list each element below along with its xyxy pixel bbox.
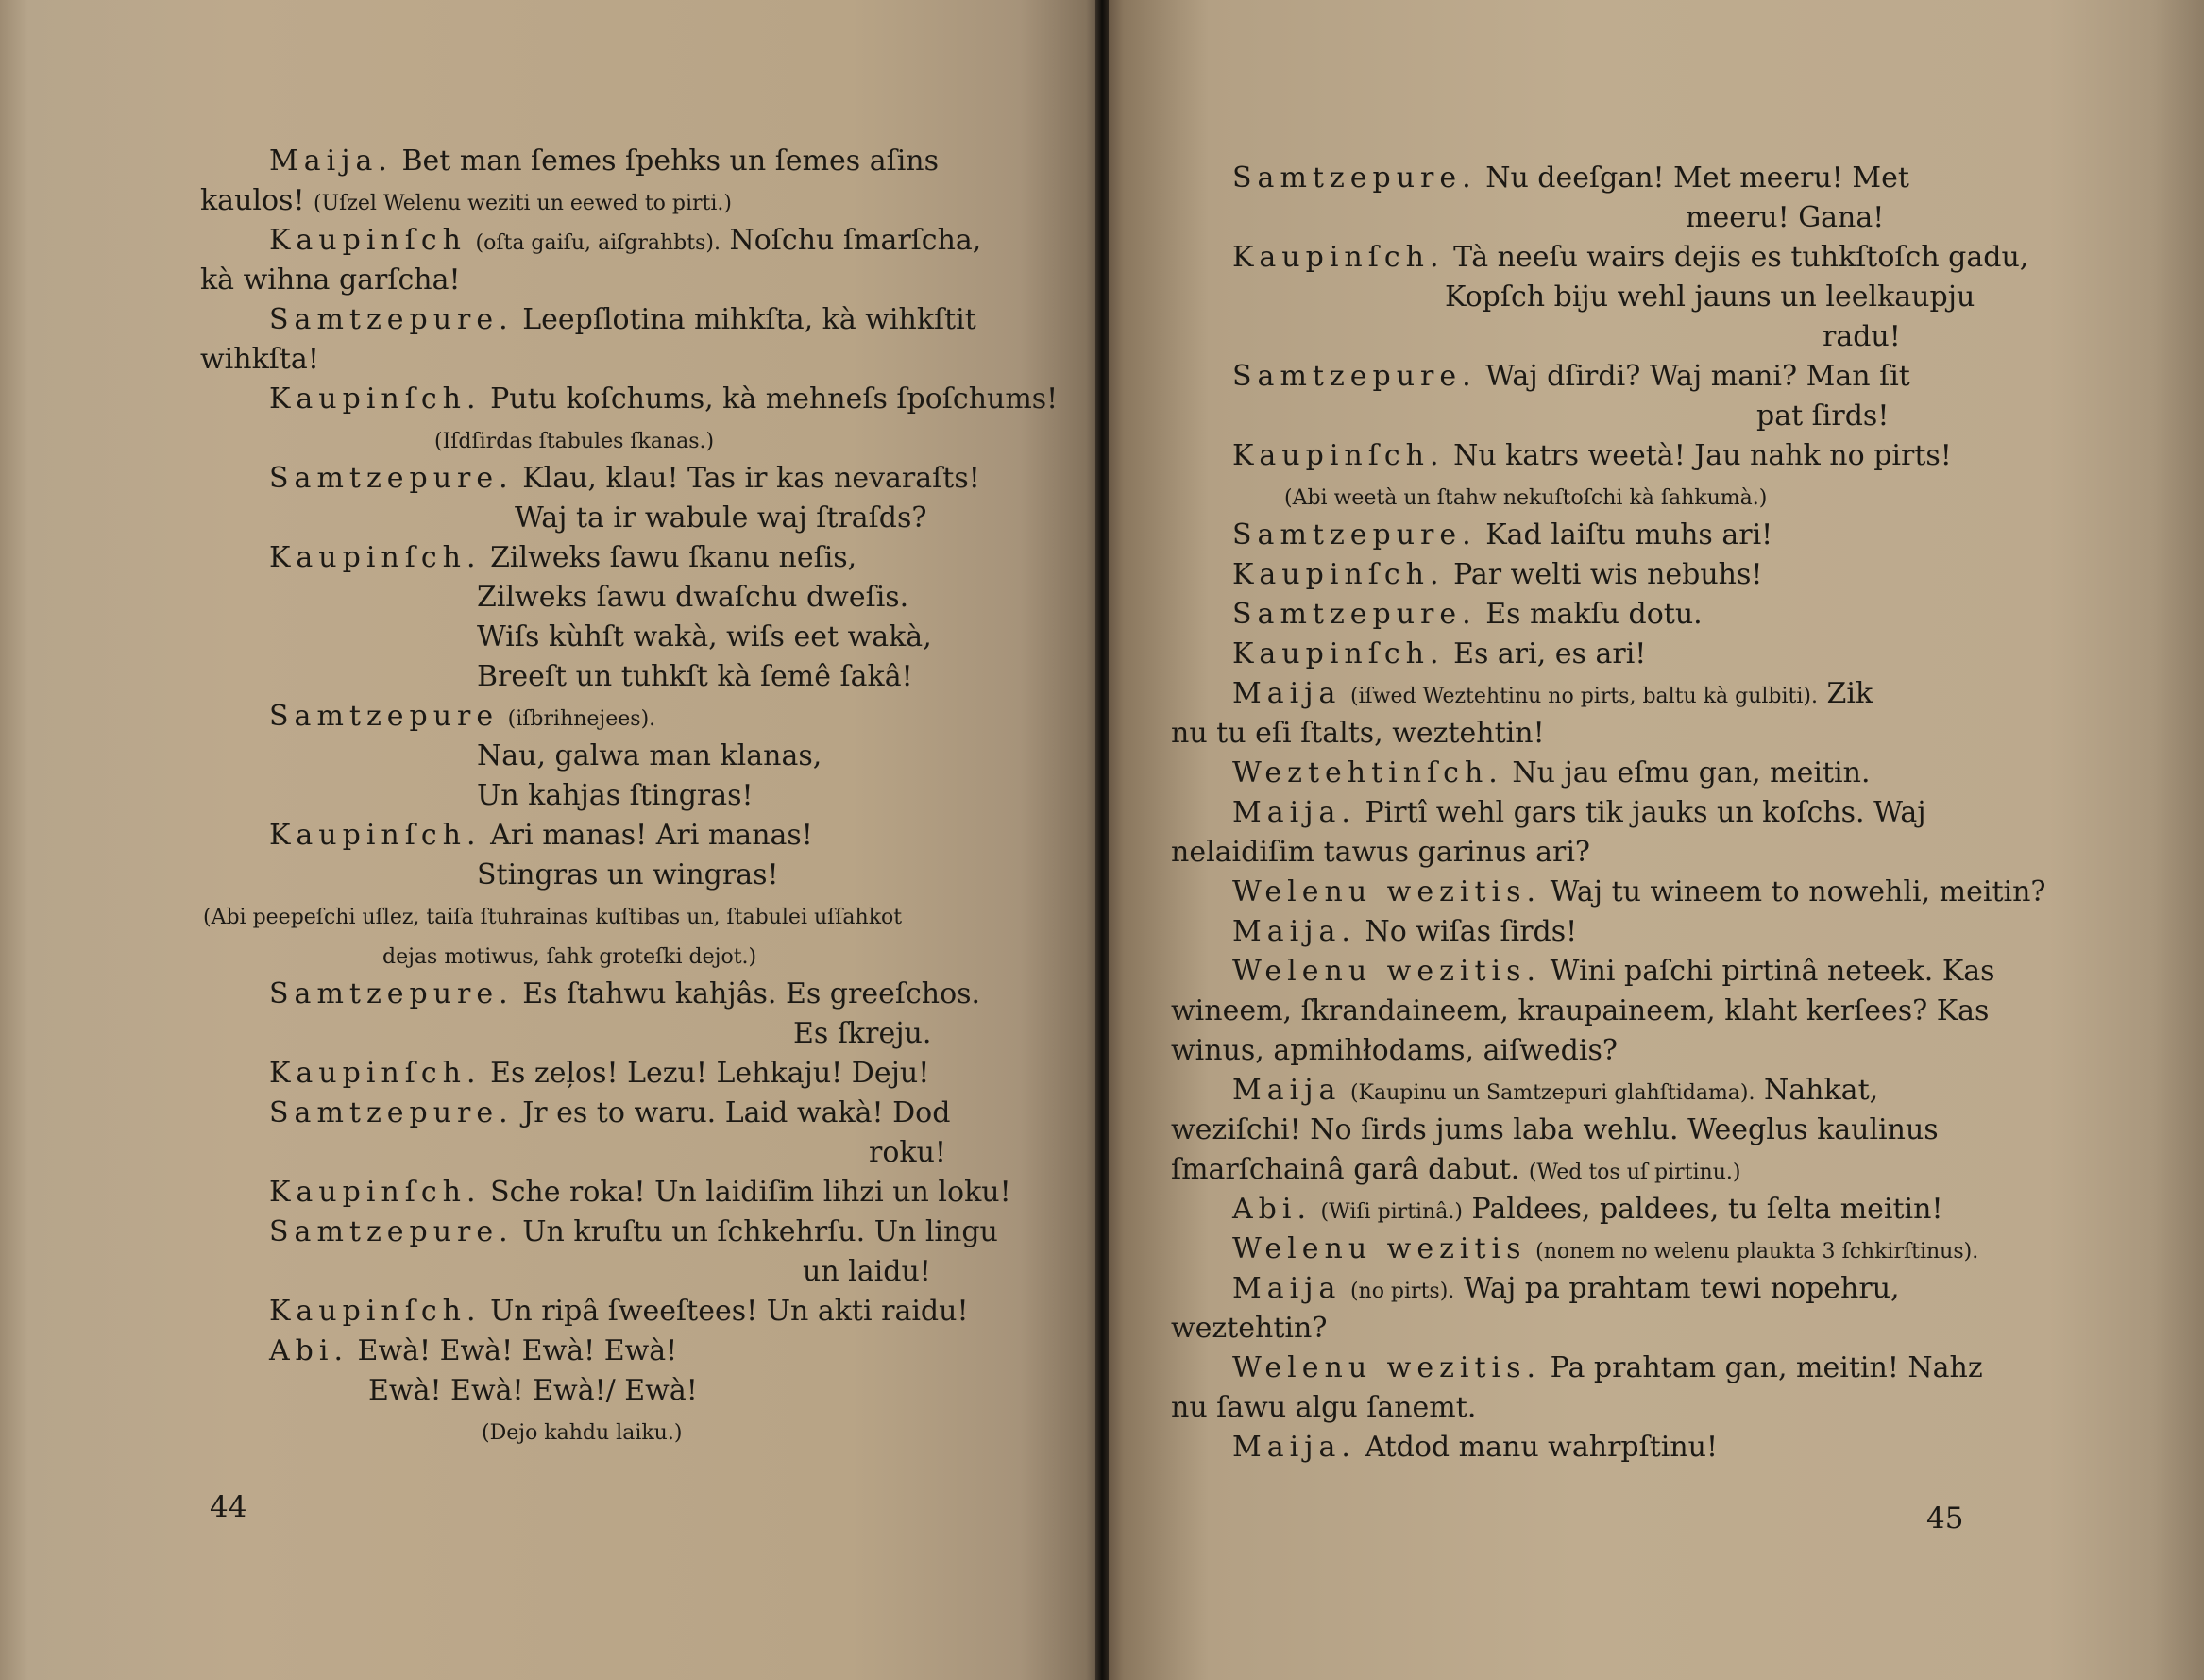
dialogue-text: pat ſirds! [1756,399,1890,433]
dialogue-text: Zilweks ſawu ſkanu neſis, [490,541,857,574]
stage-direction: (nonem no welenu plaukta 3 ſchkirſtinus). [1535,1240,1979,1264]
dialogue-text: Nu deeſgan! Met meeru! Met [1485,161,1909,195]
speaker-name: Samtzepure. [1232,598,1477,631]
stage-direction: (iſwed Weztehtinu no pirts, baltu kà gulbiti). [1349,685,1818,708]
text-line [0,714,2046,754]
dialogue-text: nu ſawu algu ſanemt. [1171,1391,1477,1424]
text-line [0,1111,2046,1150]
text-line [0,1031,2046,1071]
speaker-name: Weztehtinſch. [1232,756,1503,789]
dialogue-text: Klau, klau! Tas ir kas nevaraſts! [522,462,980,495]
text-line [0,436,2046,476]
dialogue-text: wineem, ſkrandaineem, kraupaineem, klaht kerſees? Kas [1171,994,1990,1027]
speaker-name: Samtzepure. [269,1096,514,1129]
stage-direction: (Abi weetà un ſtahw nekuſtoſchi kà ſahkumà.) [1284,486,1768,510]
text-line [0,516,2046,555]
page-number-right: 45 [1926,1502,1964,1536]
speaker-name: Maija. [1232,1431,1356,1464]
dialogue-text: Pa prahtam gan, meitin! Nahz [1550,1351,1983,1384]
dialogue-text: nu tu eſi ſtalts, weztehtin! [1171,717,1545,750]
stage-direction: (Kaupinu un Samtzepuri glahſtidama). [1349,1081,1755,1105]
dialogue-text: Kopſch biju wehl jauns un leelkaupju [1445,280,1975,314]
stage-direction: (Abi peepeſchi uſlez, taiſa ſtuhrainas kuſtibas un, ſtabulei uſſahkot [203,906,903,929]
text-line [0,833,2046,873]
dialogue-text: Ari manas! Ari manas! [490,819,813,852]
dialogue-text: Leepſlotina mihkſta, kà wihkſtit [522,303,976,336]
speaker-name: Kaupinſch [269,224,466,257]
dialogue-text: Zik [1826,677,1873,710]
speaker-name: Maija. [1232,796,1356,829]
speaker-name: Abi. [1232,1193,1312,1226]
text-line [0,198,2046,238]
dialogue-text: Atdod manu wahrpſtinu! [1365,1431,1719,1464]
stage-direction: (Uſzel Welenu weziti un eewed to pirti.) [314,192,732,215]
dialogue-text: Jr es to waru. Laid wakà! Dod [522,1096,951,1129]
text-line [0,595,2046,635]
text-line [0,793,2046,833]
speaker-name: Maija [1232,1272,1342,1305]
dialogue-text: Putu koſchums, kà mehneſs ſpoſchums! [490,382,1059,416]
dialogue-text: Ewà! Ewà! Ewà!/ Ewà! [368,1374,698,1407]
stage-direction: (Wiſi pirtinâ.) [1320,1200,1463,1224]
dialogue-text: ſmarſchainâ garâ dabut. [1171,1153,1520,1186]
dialogue-text: meeru! Gana! [1686,201,1885,234]
dialogue-text: Es ſkreju. [793,1017,932,1050]
text-line [0,873,2046,912]
speaker-name: Samtzepure. [1232,518,1477,552]
text-line [0,912,2046,952]
dialogue-text: Zilweks ſawu dwaſchu dweſis. [477,581,909,614]
speaker-name: Kaupinſch. [269,1295,482,1328]
page-number-left: 44 [210,1490,247,1524]
speaker-name: Kaupinſch. [269,819,482,852]
text-line [0,1269,2046,1309]
dialogue-text: Bet man ſemes ſpehks un ſemes aſins [401,144,940,178]
text-line [0,278,2046,317]
speaker-name: Maija. [269,144,393,178]
dialogue-text: nelaidiſim tawus garinus ari? [1171,836,1591,869]
text-line [0,476,2046,516]
stage-direction: (Iſdſirdas ſtabules ſkanas.) [434,430,715,453]
dialogue-text: Nu jau eſmu gan, meitin. [1512,756,1871,789]
speaker-name: Welenu wezitis. [1232,955,1542,988]
dialogue-text: Pirtî wehl gars tik jauks un koſchs. Waj [1365,796,1926,829]
speaker-name: Samtzepure. [269,977,514,1010]
speaker-name: Maija [1232,677,1342,710]
speaker-name: Kaupinſch. [1232,439,1445,472]
speaker-name: Samtzepure. [269,462,514,495]
dialogue-text: Noſchu ſmarſcha, [729,224,982,257]
stage-direction: (iſbrihnejees). [507,707,656,731]
dialogue-text: Es makſu dotu. [1485,598,1703,631]
dialogue-text: winus, apmihłodams, aiſwedis? [1171,1034,1618,1067]
dialogue-text: No wiſas ſirds! [1365,915,1578,948]
speaker-name: Kaupinſch. [1232,558,1445,591]
text-line [0,159,2046,198]
dialogue-text: Nahkat, [1764,1074,1879,1107]
dialogue-text: Es ari, es ari! [1453,637,1647,670]
stage-direction: (no pirts). [1349,1280,1455,1303]
dialogue-text: weztehtin? [1171,1312,1328,1345]
dialogue-text: Waj tu wineem to nowehli, meitin? [1550,875,2046,908]
dialogue-text: Un kahjas ſtingras! [477,779,754,812]
stage-direction: (Wed tos uſ pirtinu.) [1528,1161,1741,1184]
text-line [0,317,2046,357]
dialogue-text: Wiſs kùhſt wakà, wiſs eet wakà, [477,620,932,653]
text-line [0,397,2046,436]
right-page-text [0,159,2046,1468]
dialogue-text: Tà neeſu wairs dejis es tuhkſtoſch gadu, [1453,241,2029,274]
speaker-name: Samtzepure [269,700,500,733]
text-line [0,952,2046,992]
text-line [0,754,2046,793]
speaker-name: Samtzepure. [1232,360,1477,393]
speaker-name: Kaupinſch. [1232,637,1445,670]
text-line [0,238,2046,278]
speaker-name: Maija [1232,1074,1342,1107]
speaker-name: Samtzepure. [269,1215,514,1248]
speaker-name: Kaupinſch. [1232,241,1445,274]
dialogue-text: Es ſtahwu kahjâs. Es greeſchos. [522,977,981,1010]
text-line [0,357,2046,397]
speaker-name: Maija. [1232,915,1356,948]
text-line [0,1071,2046,1111]
dialogue-text: Stingras un wingras! [477,858,779,891]
dialogue-text: radu! [1823,320,1901,353]
speaker-name: Kaupinſch. [269,1057,482,1090]
dialogue-text: Waj dſirdi? Waj mani? Man ſit [1485,360,1910,393]
speaker-name: Abi. [269,1334,348,1367]
text-line [0,1230,2046,1269]
text-line [0,1428,2046,1468]
dialogue-text: un laidu! [803,1255,931,1288]
dialogue-text: Sche roka! Un laidiſim lihzi un loku! [490,1176,1011,1209]
speaker-name: Kaupinſch. [269,382,482,416]
dialogue-text: Par welti wis nebuhs! [1453,558,1763,591]
speaker-name: Kaupinſch. [269,541,482,574]
dialogue-text: Breeſt un tuhkſt kà ſemê ſakâ! [477,660,913,693]
stage-direction: dejas motiwus, ſahk groteſki dejot.) [382,945,757,969]
speaker-name: Welenu wezitis. [1232,875,1542,908]
dialogue-text: Un kruſtu un ſchkehrſu. Un lingu [522,1215,998,1248]
dialogue-text: wihkſta! [200,343,319,376]
dialogue-text: Es zeļos! Lezu! Lehkaju! Deju! [490,1057,930,1090]
dialogue-text: kà wihna garſcha! [200,263,461,297]
dialogue-text: Waj ta ir wabule waj ſtraſds? [515,501,927,535]
dialogue-text: Kad laiſtu muhs ari! [1485,518,1773,552]
stage-direction: (oſta gaiſu, aiſgrahbts). [475,231,721,255]
dialogue-text: Un ripâ ſweeſtees! Un akti raidu! [490,1295,969,1328]
dialogue-text: Nu katrs weetà! Jau nahk no pirts! [1453,439,1952,472]
text-line [0,674,2046,714]
dialogue-text: weziſchi! No ſirds jums laba wehlu. Weeglus kaulinus [1171,1113,1939,1146]
text-line [0,1150,2046,1190]
text-line [0,555,2046,595]
speaker-name: Samtzepure. [269,303,514,336]
text-line [0,1388,2046,1428]
dialogue-text: roku! [869,1136,946,1169]
dialogue-text: Ewà! Ewà! Ewà! Ewà! [357,1334,678,1367]
speaker-name: Welenu wezitis. [1232,1351,1542,1384]
dialogue-text: Paldees, paldees, tu ſelta meitin! [1471,1193,1943,1226]
speaker-name: Kaupinſch. [269,1176,482,1209]
dialogue-text: Wini paſchi pirtinâ neteek. Kas [1550,955,1995,988]
speaker-name: Welenu wezitis [1232,1232,1527,1265]
stage-direction: (Dejo kahdu laiku.) [482,1421,683,1445]
text-line [0,992,2046,1031]
dialogue-text: Waj pa prahtam tewi nopehru, [1463,1272,1900,1305]
text-line [0,1309,2046,1349]
dialogue-text: kaulos! [200,184,305,217]
text-line [0,1190,2046,1230]
text-line [0,635,2046,674]
speaker-name: Samtzepure. [1232,161,1477,195]
text-line [0,1349,2046,1388]
dialogue-text: Nau, galwa man klanas, [477,739,822,772]
